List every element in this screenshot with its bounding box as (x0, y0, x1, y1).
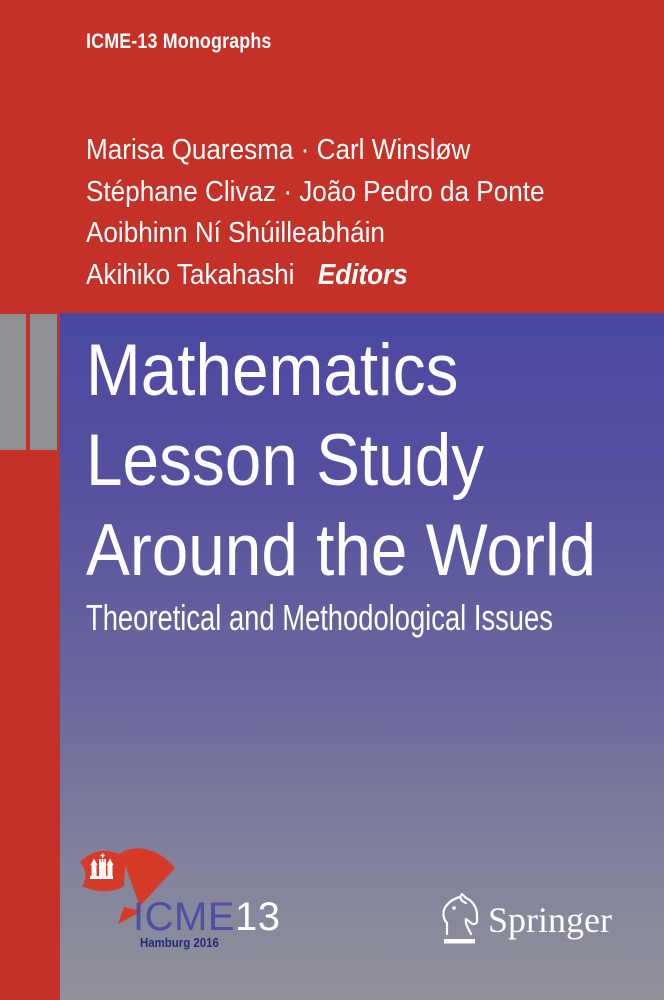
editors-label: Editors (317, 258, 408, 291)
icme-tagline: Hamburg 2016 (140, 935, 219, 950)
book-title (86, 326, 596, 596)
book-subtitle: Theoretical and Methodological Issues (86, 597, 553, 638)
springer-logo (440, 893, 650, 949)
deco-gray-block-left (0, 314, 26, 450)
author-line: Aoibhinn Ní Shúilleabháin (86, 217, 385, 249)
springer-horse-icon (440, 893, 480, 945)
icme-logo (78, 843, 281, 958)
icme-wordmark (133, 895, 281, 940)
author-line (86, 255, 545, 297)
deco-gray-block-right (30, 314, 57, 450)
title-line: Around the World (86, 510, 597, 591)
authors-block (86, 130, 545, 296)
springer-wordmark: Springer (488, 900, 612, 940)
title-line: Mathematics (86, 330, 459, 411)
author-name: Akihiko Takahashi (86, 258, 295, 291)
author-line: Stéphane Clivaz · João Pedro da Ponte (86, 175, 545, 208)
author-line: Marisa Quaresma · Carl Winsløw (86, 134, 471, 166)
icme-acronym: ICME (133, 895, 235, 939)
series-label: ICME-13 Monographs (86, 30, 272, 53)
title-line: Lesson Study (86, 420, 485, 501)
cover-panel (60, 313, 664, 1000)
icme-number: 13 (235, 895, 281, 939)
